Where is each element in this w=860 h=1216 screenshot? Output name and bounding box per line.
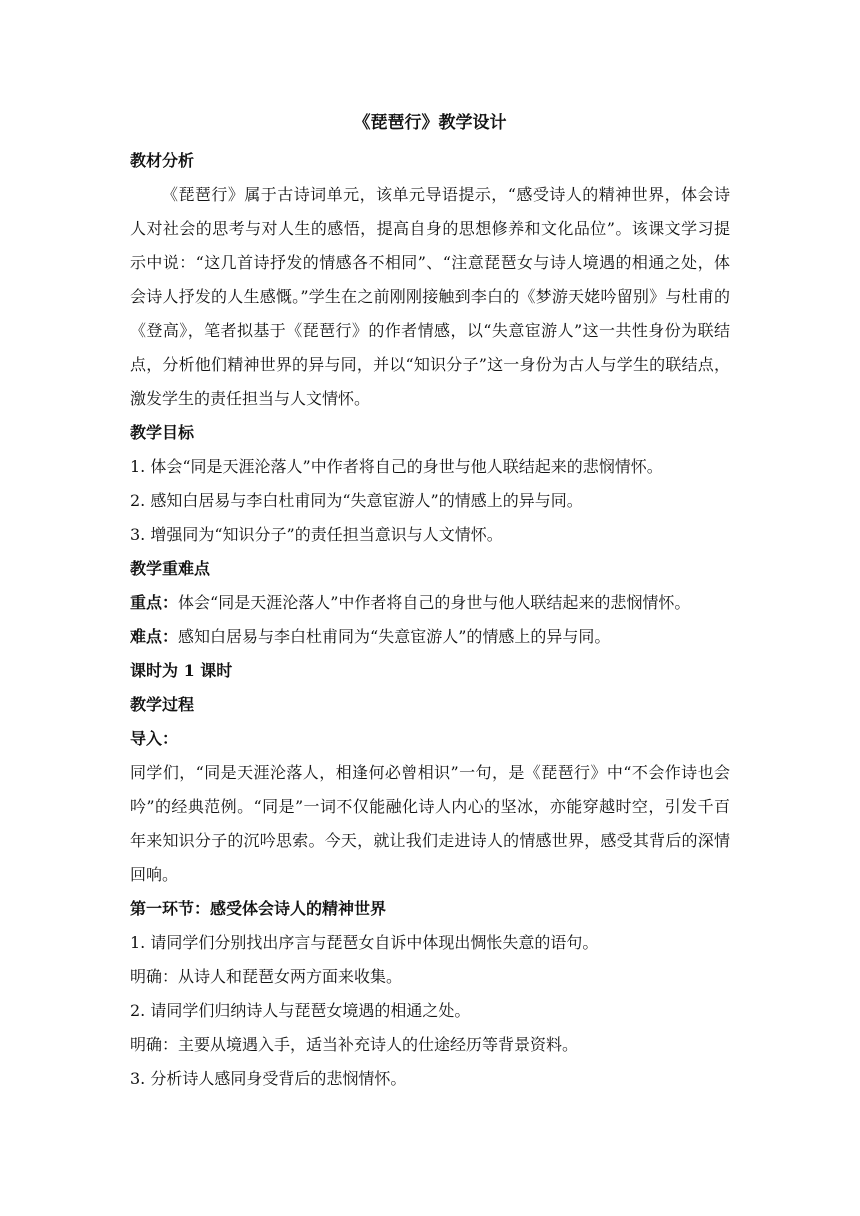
intro-label: 导入：: [130, 729, 179, 748]
intro-paragraph: 同学们，“同是天涯沦落人，相逢何必曾相识”一句，是《琵琶行》中“不会作诗也会吟”的经典范例。“同是”一词不仅能融化诗人内心的坚冰，亦能穿越时空，引发千百年来知识分子的沉吟思索。今天，就让我们走进诗人的情感世界，感受其背后的深情回响。: [130, 763, 730, 884]
difficulty-text: 感知白居易与李白杜甫同为“失意宦游人”的情感上的异与同。: [178, 627, 611, 646]
difficulty-label: 难点：: [130, 627, 179, 646]
section-heading-duration: 课时为 1 课时: [130, 661, 233, 680]
focus-line: [130, 586, 730, 620]
step1-item: 明确：主要从境遇入手，适当补充诗人的仕途经历等背景资料。: [130, 1035, 579, 1054]
step1-item: 2. 请同学们归纳诗人与琵琶女境遇的相通之处。: [130, 1001, 471, 1020]
step1-item: 明确：从诗人和琵琶女两方面来收集。: [130, 967, 403, 986]
section-heading-key-points: 教学重难点: [130, 559, 211, 578]
difficulty-line: [130, 620, 730, 654]
step1-item: 3. 分析诗人感同身受背后的悲悯情怀。: [130, 1069, 407, 1088]
goal-item: 3. 增强同为“知识分子”的责任担当意识与人文情怀。: [130, 525, 503, 544]
step1-heading: 第一环节：感受体会诗人的精神世界: [130, 899, 387, 918]
document-title: 《琵琶行》教学设计: [353, 113, 507, 133]
goal-item: 1. 体会“同是天涯沦落人”中作者将自己的身世与他人联结起来的悲悯情怀。: [130, 457, 663, 476]
section-heading-process: 教学过程: [130, 695, 195, 714]
focus-text: 体会“同是天涯沦落人”中作者将自己的身世与他人联结起来的悲悯情怀。: [178, 593, 691, 612]
section-heading-goals: 教学目标: [130, 423, 195, 442]
step1-item: 1. 请同学们分别找出序言与琵琶女自诉中体现出惆怅失意的语句。: [130, 933, 599, 952]
section-heading-textbook-analysis: 教材分析: [130, 151, 195, 170]
document-page: [130, 110, 730, 1096]
textbook-analysis-paragraph: 《琵琶行》属于古诗词单元，该单元导语提示，“感受诗人的精神世界，体会诗人对社会的思考与对人生的感悟，提高自身的思想修养和文化品位”。该课文学习提示中说：“这几首诗抒发的情感各不相同”、“注意琵琶女与诗人境遇的相通之处，体会诗人抒发的人生感慨。”学生在之前刚刚接触到李白的《梦游天姥吟留别》与杜甫的《登高》，笔者拟基于《琵琶行》的作者情感，以“失意宦游人”这一共性身份为联结点，分析他们精神世界的异与同，并以“知识分子”这一身份为古人与学生的联结点，激发学生的责任担当与人文情怀。: [130, 185, 730, 408]
focus-label: 重点：: [130, 593, 179, 612]
goal-item: 2. 感知白居易与李白杜甫同为“失意宦游人”的情感上的异与同。: [130, 491, 583, 510]
